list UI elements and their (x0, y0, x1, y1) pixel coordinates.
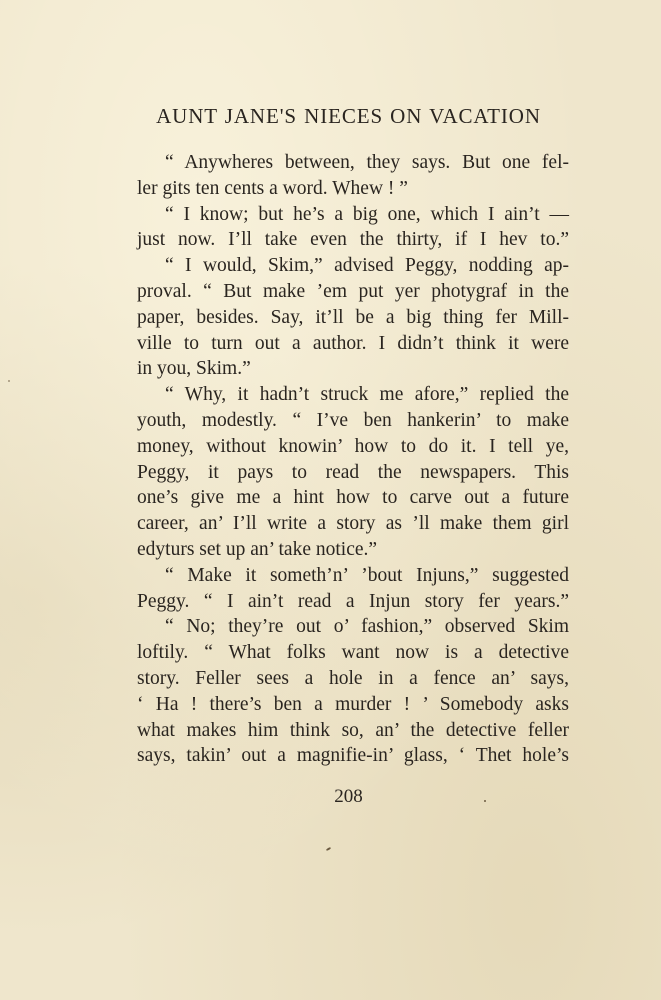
text-line: what makes him think so, an’ the detective feller (137, 719, 569, 741)
text-line: one’s give me a hint how to carve out a future (137, 487, 569, 509)
text-line: youth, modestly. “ I’ve ben hankerin’ to make (137, 409, 569, 431)
text-line: money, without knowin’ how to do it. I tell ye, (137, 435, 569, 457)
text-line: proval. “ But make ’em put yer photygraf in the (137, 280, 569, 302)
text-line: ville to turn out a author. I didn’t think it were (137, 332, 569, 354)
text-line: loftily. “ What folks want now is a detective (137, 642, 569, 664)
text-line: in you, Skim.” (137, 358, 251, 380)
text-line: “ Why, it hadn’t struck me afore,” replied the (165, 384, 569, 406)
paper-speck (326, 847, 331, 851)
text-line: “ No; they’re out o’ fashion,” observed Skim (165, 616, 569, 638)
text-line: Peggy. “ I ain’t read a Injun story fer years.” (137, 590, 569, 612)
text-line: just now. I’ll take even the thirty, if I hev to.” (137, 229, 569, 251)
text-line: paper, besides. Say, it’ll be a big thing fer Mill- (137, 306, 569, 328)
paper-speck (484, 800, 486, 802)
paper-speck (8, 380, 10, 382)
running-head: AUNT JANE'S NIECES ON VACATION (156, 104, 541, 128)
text-line: career, an’ I’ll write a story as ’ll make them girl (137, 513, 569, 535)
text-line: says, takin’ out a magnifie-in’ glass, ‘ Thet hole’s (137, 745, 569, 767)
text-line: edyturs set up an’ take notice.” (137, 538, 378, 560)
text-line: “ I know; but he’s a big one, which I ain’t — (165, 203, 569, 225)
page-number: 208 (334, 786, 363, 807)
body-text (137, 150, 569, 769)
text-line: “ Anywheres between, they says. But one fel- (165, 152, 569, 173)
text-line: “ I would, Skim,” advised Peggy, nodding ap- (165, 255, 569, 277)
text-line: Peggy, it pays to read the newspapers. This (137, 461, 569, 483)
text-line: ler gits ten cents a word. Whew ! ” (137, 177, 408, 199)
text-line: ‘ Ha ! there’s ben a murder ! ’ Somebody asks (137, 693, 569, 715)
text-line: “ Make it someth’n’ ’bout Injuns,” suggested (165, 564, 569, 586)
text-line: story. Feller sees a hole in a fence an’ says, (137, 667, 569, 689)
